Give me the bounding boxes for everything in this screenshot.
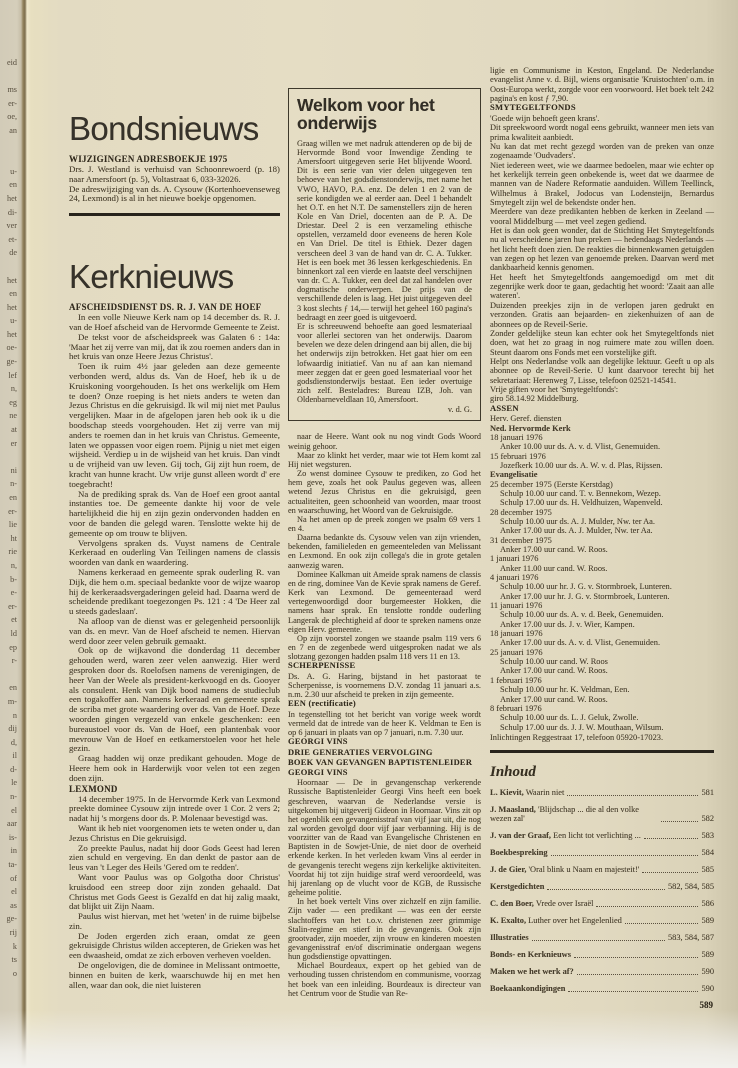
divider-thick bbox=[490, 750, 714, 753]
paragraph: Toen ik ruim 4½ jaar geleden aan deze gemeente verbonden werd, aldus ds. Van de Hoef, heb ik u de Kruiskoning voorgehouden. Is het ons werkelijk om Hem te doen? Onze roeping is het niets anders te weten dan Jezus Christus en die gekruisigd. Ik wil mij niet met Paulus vergelijken. Maar in de afgelopen jaren heb ook ik u die boodschap steeds voorgehouden. Het zij verre van mij anders te roemen dan in het kruis van Christus. Gemeente, laten we oppassen voor eigen roem. Pijnig u niet met eigen wijsheid. Verdiep u in de wijsheid van het kruis. Dan vindt u de vrijheid van uw leven. Gij toch, Gij zijt hun roem, de kracht van hunne kracht. Uw vrije gunst alleen wordt d' ere toegebracht! bbox=[69, 361, 280, 489]
toc-page-number: 589 bbox=[701, 915, 714, 925]
service-line: Herv. Geref. diensten bbox=[490, 414, 562, 424]
toc-title: 'Blijdschap ... die al den volke wezen zal' bbox=[490, 805, 639, 824]
paragraph: Helpt ons Nederlandse volk aan degelijke lektuur. Geeft u op als abonnee op de Reveil-Serie. U kunt daarvoor terecht bij het sekretariaat: Herenweg 7, Lisse, telefoon 02521-14541. bbox=[490, 356, 714, 385]
toc-page-number: 583 bbox=[701, 831, 714, 841]
service-line: 11 januari 1976 bbox=[490, 601, 543, 611]
paragraph: Drs. J. Westland is verhuisd van Schoonrewoerd (p. 18) naar Amersfoort (p. 5), Voltastraat 6, 033-32026. bbox=[69, 164, 280, 184]
smytegeltfonds-paragraphs bbox=[490, 114, 714, 404]
toc-dotted-leader bbox=[532, 940, 665, 941]
paragraph: Na de prediking sprak ds. Van de Hoef een groot aantal instanties toe. De gemeente dankte hij voor de vele hartelijkheid die hij en zijn gezin ondervonden hadden en voor de banden die gelegd waren. Tenslotte wekte hij de gemeente op om trouw te blijven. bbox=[69, 488, 280, 538]
service-line: Inlichtingen Reggestraat 17, telefoon 05920-17023. bbox=[490, 732, 664, 742]
gutter-fragment-text: er- bbox=[8, 98, 17, 108]
toc-entry-text bbox=[490, 984, 565, 993]
gutter-fragment-text: ni bbox=[10, 465, 17, 475]
toc-dotted-leader bbox=[644, 838, 699, 839]
toc-entry bbox=[490, 950, 714, 959]
gutter-fragment-text bbox=[0, 260, 19, 274]
service-line: Schulp 10.00 uur ds. A. J. Mulder, Nw. ter Aa. bbox=[500, 516, 655, 526]
toc-author: Kerstgedichten bbox=[490, 882, 545, 892]
toc-page-number: 582, 584, 585 bbox=[667, 882, 714, 892]
paragraph: Dominee Kalkman uit Ameide sprak namens de classis en de ring, dominee Van de Kevie sprak namens de Geref. Kerk van Lexmond. De gemeenteraad werd vertegenwoordigd door burgemeester Hokken, die namens haar sprak. En tenslotte rondde ouderling Langerak de plechtigheid af door te spreken namens onze eigen Herv. gemeente. bbox=[288, 569, 481, 634]
paragraph: De ongelovigen, die de dominee in Melissant ontmoette, binnen en buiten de kerk, waarschuwde hij en met hen allen, waar dan ook, die niet luisteren bbox=[69, 960, 280, 990]
scan-bottom-fade bbox=[0, 1010, 738, 1068]
toc-dotted-leader bbox=[574, 957, 698, 958]
toc-author: Maken we het werk af? bbox=[490, 966, 574, 976]
gutter-fragment-text: het bbox=[6, 193, 17, 203]
service-line: 1 februari 1976 bbox=[490, 675, 542, 685]
toc-entry bbox=[490, 899, 714, 908]
gutter-fragment-text: er- bbox=[8, 506, 17, 516]
gutter-fragment-text: et bbox=[11, 615, 17, 625]
paragraph: In een volle Nieuwe Kerk nam op 14 december ds. R. J. van de Hoef afscheid van de Hervormde Gemeente te Zeist. bbox=[69, 312, 280, 333]
service-line: Anker 11.00 uur cand. W. Roos. bbox=[500, 563, 608, 573]
paragraph: Want ik heb niet voorgenomen iets te weten onder u, dan Jezus Christus en Die gekruisigd. bbox=[69, 822, 280, 843]
paragraph: In tegenstelling tot het bericht van vorige week wordt vermeld dat de intrede van de heer K. Veldman te Een is op 6 januari in plaats van op 7 januari, n.m. 7.30 uur. bbox=[288, 709, 481, 738]
gutter-fragment-text: en bbox=[9, 493, 17, 502]
gutter-fragment-text: rij bbox=[9, 928, 17, 937]
lexmond-paragraphs bbox=[69, 795, 280, 991]
paragraph: Ook op de wijkavond die donderdag 11 december gehouden werd, waren zeer velen aanwezig. Hier werd gesproken door ds. Roelofsen namens de verenigingen, de heer Van der Weele als president-kerkvoogd en ds. Gooyer als consulent. Henk van Dijk bood namens de studieclub een togakoffer aan. Namens kerkeraad en gemeente sprak de scriba met grote waardering over ds. Van de Hoef. Deze woorden gingen vergezeld van enkele geschenken: een bureaustoel voor ds. Van de Hoef, een plantenbak voor mevrouw Van de Hoef en eetkamerstoelen voor het hele gezin. bbox=[69, 645, 280, 754]
toc-entry-text bbox=[490, 967, 574, 976]
service-line: 18 januari 1976 bbox=[490, 629, 543, 639]
gutter-fragment-text: ge- bbox=[6, 357, 17, 367]
paragraph: De Joden ergerden zich eraan, omdat ze geen gekruisigde Christus wilden accepteren, de Grieken was het een dwaasheid, omdat ze zich erboven verheven voelden. bbox=[69, 930, 280, 961]
toc-entry bbox=[490, 848, 714, 857]
gutter-fragment-text: at bbox=[11, 425, 17, 435]
toc-entry-text bbox=[490, 933, 529, 942]
gutter-fragment-text: oe, bbox=[7, 112, 17, 122]
gutter-fragment-text: oe- bbox=[6, 343, 17, 353]
gutter-fragment-text: il bbox=[12, 751, 17, 761]
toc-entry bbox=[490, 865, 714, 874]
service-line: Schulp 10.00 uur ds. L. J. Geluk, Zwolle. bbox=[500, 713, 639, 723]
gutter-fragment-text: er- bbox=[8, 601, 17, 611]
service-line: Anker 17.00 uur ds. A. v. d. Vlist, Genemuiden. bbox=[500, 638, 661, 648]
paragraph: Na het amen op de preek zongen we psalm 69 vers 1 en 4. bbox=[288, 514, 481, 533]
gutter-fragment-text: ts bbox=[11, 955, 17, 965]
service-line: Anker 17.00 uur ds. A. J. Mulder, Nw. ter Aa. bbox=[500, 526, 653, 536]
gutter-fragment-text: er bbox=[10, 438, 17, 448]
toc-page-number: 590 bbox=[701, 983, 714, 993]
afscheidsdienst-paragraphs bbox=[69, 313, 280, 783]
service-line: Schulp 10.00 uur hr. K. Veldman, Een. bbox=[500, 685, 630, 695]
service-line: Schulp 17.00 uur ds. J. J. W. Mouthaan, Wilsum. bbox=[500, 722, 664, 732]
service-line: 25 december 1975 (Eerste Kerstdag) bbox=[490, 479, 613, 489]
service-line: Anker 17.00 uur cand. W. Roos. bbox=[500, 666, 608, 676]
toc-entry-text bbox=[490, 805, 658, 824]
gutter-fragment-text: el bbox=[11, 887, 17, 897]
paragraph: Niet iedereen weet, wie we daarmee bedoelen, maar wie echter op het kerkelijk terrein geen onbekende is, weet dat we daarmee de mannen van de Nadere Reformatie aanduiden. Willem Teellinck, Wilhelmus à Brakel, Jodocus van Lodensteijn, Bernardus Smytegelt zijn wel de bekendste onder hen. bbox=[490, 160, 714, 208]
toc-author: K. Exalto, bbox=[490, 915, 527, 925]
service-line: 4 januari 1976 bbox=[490, 573, 539, 583]
toc-entry-text bbox=[490, 865, 639, 874]
toc-dotted-leader bbox=[567, 795, 698, 796]
gutter-fragment-text: n bbox=[12, 710, 17, 720]
toc-title: Luther over het Engelenlied bbox=[528, 915, 622, 925]
toc-author: Illustraties bbox=[490, 932, 529, 942]
heading-drie-generaties-vervolging: DRIE GENERATIES VERVOLGING bbox=[288, 746, 433, 757]
gutter-fragment-text: n, bbox=[10, 384, 17, 394]
gutter-fragments bbox=[0, 56, 19, 980]
gutter-fragment-text: d- bbox=[10, 764, 17, 774]
toc-dotted-leader bbox=[642, 872, 698, 873]
toc-title: Waarin niet bbox=[525, 788, 565, 798]
gutter-fragment-text bbox=[0, 138, 19, 152]
toc-author: Bonds- en Kerknieuws bbox=[490, 949, 571, 959]
gutter-fragment-text: en bbox=[9, 289, 17, 299]
toc-entry bbox=[490, 831, 714, 840]
gutter-fragment-text: het bbox=[6, 302, 17, 312]
gutter-fragment-text bbox=[0, 70, 19, 84]
toc-dotted-leader bbox=[596, 906, 698, 907]
gutter-fragment-text: aar bbox=[7, 819, 17, 829]
gutter-fragment-text: as bbox=[10, 900, 17, 910]
gutter-fragment-text: het bbox=[6, 329, 17, 339]
service-line: Schulp 10.00 uur cand. T. v. Bennekom, Wezep. bbox=[500, 488, 661, 498]
heading-een-rectificatie: EEN (rectificatie) bbox=[288, 698, 356, 709]
toc-entry-text bbox=[490, 916, 622, 925]
gutter-fragment-text: is- bbox=[8, 832, 17, 842]
gutter-fragment-text: ms bbox=[7, 85, 17, 95]
paragraph: Zo wenst dominee Cysouw te prediken, zo God het hem geve, zoals het ook Paulus gegeven was, alleen wetend Jezus Christus en die gekruisigd, geen actualiteiten, geen schoonheid van woorden, maar troost en waarschuwing, het Woord van de Gekruisigde. bbox=[288, 469, 481, 515]
service-line: 18 januari 1976 bbox=[490, 432, 543, 442]
gutter-fragment-text: u- bbox=[10, 316, 17, 326]
toc-dotted-leader bbox=[661, 821, 698, 822]
paragraph: Zonder geldelijke steun kan echter ook het Smytegeltfonds niet doen, wat het zo graag in nog ruimere mate zou willen doen. Steunt daarom ons Fonds met een vorstelijke gift. bbox=[490, 328, 714, 357]
gutter-fragment-text: b- bbox=[10, 574, 17, 584]
paragraph: Vrije giften voor het 'Smytegeltfonds': bbox=[490, 384, 619, 394]
paragraph: Er is schreeuwend behoefte aan goed lesmateriaal voor allerlei sectoren van het onderwijs. Daarom bevelen we deze delen dringend aan bij allen, die bij het onderwijs zijn betrokken. Het gaat hier om een lofwaardig initiatief. Van nu af aan kan niemand meer zeggen dat er geen goed lesmateriaal voor het godsdienstonderwijs bestaat. Een ieder overtuige zich zelf. Besteladres: Bureau IZB, Joh. van Oldenbarneveldlaan 10, Amersfoort. bbox=[297, 321, 472, 405]
paragraph: Het heeft het Smytegeltfonds aangemoedigd om met dit zegenrijke werk door te gaan, gedachtig het woord: 'Zaait aan alle wateren'. bbox=[490, 272, 714, 301]
paragraph: Zo preekte Paulus, nadat hij door Gods Geest had leren zien schuld en vergeving. En dan denkt de pastor aan de leus van 't Leger des Heils 'Gered om te redden'. bbox=[69, 842, 280, 873]
toc-title: Een licht tot verlichting ... bbox=[553, 831, 641, 841]
paragraph: Meerdere van deze predikanten hebben de kerken in Zeeland — vooral Middelburg — met veel zegen gediend. bbox=[490, 207, 714, 226]
gutter-fragment-text: d, bbox=[10, 737, 17, 747]
toc-entry bbox=[490, 984, 714, 993]
paragraph: giro 58.14.92 Middelburg. bbox=[490, 394, 579, 404]
toc-page-number: 584 bbox=[701, 848, 714, 858]
service-line: Anker 17.00 uur hr. J. G. v. Stormbroek, Lunteren. bbox=[500, 591, 670, 601]
toc-entry-text bbox=[490, 950, 571, 959]
gutter-fragment-text bbox=[0, 151, 19, 165]
gutter-fragment-text: in bbox=[10, 846, 17, 856]
paragraph: Maar zo klinkt het verder, maar wie tot Hem komt zal Hij niet wegsturen. bbox=[288, 450, 481, 469]
toc-page-number: 583, 584, 587 bbox=[667, 932, 714, 942]
gutter-fragment-text: le bbox=[11, 778, 17, 788]
heading-lexmond: LEXMOND bbox=[69, 783, 118, 794]
toc-entry-text bbox=[490, 831, 641, 840]
assen-service-list bbox=[490, 414, 714, 742]
welkom-box-paragraphs bbox=[297, 139, 472, 405]
gutter-fragment-text: an bbox=[9, 125, 17, 135]
gutter-fragment-text: dij bbox=[8, 724, 17, 734]
gutter-fragment-text: ne bbox=[9, 411, 17, 421]
toc-author: Boekaankondigingen bbox=[490, 983, 566, 993]
gutter-fragment-text bbox=[0, 668, 19, 682]
toc-dotted-leader bbox=[577, 974, 699, 975]
service-line: Schulp 10.00 uur cand. W. Roos bbox=[500, 657, 608, 667]
paragraph: Graag willen we met nadruk attenderen op de bij de Hervormde Bond voor Inwendige Zending te Amersfoort uitgegeven serie Het blijvende Woord. Dit is een serie van vier delen uitgegeven ten behoeve van het godsdienstonderwijs, met name het VWO, HAVO, P.A. enz. De delen 1 en 2 van de serie kondigden we al eerder aan. Deel 1 behandelt het O.T. en het N.T. De samenstellers zijn de heren Kole en Van Driel, docenten aan de P. A. De Driestar. Deel 2 is een verzameling ethische opstellen, verzameld door eveneens de heren Kole en Van Driel. De titel is Ethiek. Dezer dagen verscheen deel 3 van de hand van dr. C. A. Tukker. Het is een boek met 36 lessen kerkgeschiedenis. En binnenkort zal een vierde en laatste deel verschijnen van dr. C. A. Tukker, een deel dat zal handelen over dogmatische onderwerpen. De prijs van de verschillende delen is laag. Het juist uitgegeven deel 3 kost slechts ƒ 14,— terwijl het geheel 160 pagina's bedraagt en zeer goed is uitgevoerd. bbox=[297, 138, 472, 322]
gutter-fragment-text: n- bbox=[10, 792, 17, 802]
gutter-fragment-text: en bbox=[9, 683, 17, 693]
toc-page-number: 589 bbox=[701, 949, 714, 959]
gutter-fragment-text: r- bbox=[11, 656, 17, 666]
paragraph: Het is dan ook geen wonder, dat de Stichting Het Smytegeltfonds nu al verscheidene jaren hun preken — hedendaags Nederlands — het licht heeft doen zien. De reakties die binnenkwamen getuigden van zegen op het lezen van genoemde preken. Daarvan werd met dankbaarheid kennis genomen. bbox=[490, 226, 714, 273]
paragraph: Want voor Paulus was op Golgotha door Christus' kruisdood een streep door zijn zonden gehaald. Dat Christus met Gods Geest is Gezalfd en dat hij zalig maakt, dat blijkt uit Zijn Naam. bbox=[69, 871, 280, 912]
service-line: Anker 17.00 uur cand. W. Roos. bbox=[500, 694, 608, 704]
toc-dotted-leader bbox=[625, 923, 699, 924]
paragraph: Namens kerkeraad en gemeente sprak ouderling R. van Dijk, die hem o.m. speciaal bedankte voor de wijze waarop hij de kerkeraadsvergaderingen geleid had. Daarna werd de scheidende predikant toegezongen Ps. 121 : 4 'De Heer zal u steeds gadeslaan'. bbox=[69, 566, 280, 617]
gutter-fragment-text: de bbox=[9, 248, 17, 258]
service-line: 1 januari 1976 bbox=[490, 554, 539, 564]
toc-entry bbox=[490, 788, 714, 797]
toc-author: Boekbespreking bbox=[490, 848, 548, 858]
paragraph: Na afloop van de dienst was er gelegenheid persoonlijk van ds. en mevr. Van de Hoef afscheid te nemen. Hiervan werd door zeer velen gebruik gemaakt. bbox=[69, 615, 280, 646]
service-line: 31 december 1975 bbox=[490, 535, 552, 545]
paragraph: Paulus wist hiervan, met het 'weten' in de ruime bijbelse zin. bbox=[69, 911, 280, 931]
page-number: 589 bbox=[699, 1000, 713, 1011]
paragraph: Hoornaar — De in gevangenschap verkerende Russische Baptistenleider Georgi Vins heeft een boek geschreven, waarvan de Nederlandse versie is uitgekomen bij uitgeverij Gideon in Hoornaar. Vins zit op het ogenblik een gevangenisstraf van vijf jaar uit, die nog zal worden gevolgd door vijf jaar verbanning. Hij is de voorzitter van de Raad van Evangelische Christenen en Baptisten in de Sowjet-Unie, de niet door de overheid erkende kerken. In het verleden kwam Vins al eerder in de gevangenis terecht wegens zijn kerkelijke aktiviteiten. Voordat hij tot zijn huidige straf werd veroordeeld, was hij jarenlang op de vlucht voor de KGB, de Russische geheime politie. bbox=[288, 778, 481, 898]
service-line: Anker 17.00 uur ds. J. v. Wier, Kampen. bbox=[500, 619, 635, 629]
toc-page-number: 582 bbox=[701, 814, 714, 824]
table-of-contents bbox=[490, 788, 714, 993]
toc-page-number: 581 bbox=[701, 788, 714, 798]
toc-title: 'Oral blink u Naam en majesteit!' bbox=[528, 865, 640, 875]
service-line: 28 december 1975 bbox=[490, 507, 552, 517]
service-line: Ned. Hervormde Kerk bbox=[490, 423, 571, 433]
service-line: 25 januari 1976 bbox=[490, 647, 543, 657]
gutter-fragment-text: en bbox=[9, 180, 17, 190]
service-line: Schulp 10.00 uur hr. J. G. v. Stormbroek, Lunteren. bbox=[500, 582, 672, 592]
gutter-fragment-text: eg bbox=[9, 397, 17, 407]
paragraph: Daarna bedankte ds. Cysouw velen van zijn vrienden, bekenden, familieleden en gemeenteleden van Melissant en Lexmond. En ook zijn collega's die in grote getalen aanwezig waren. bbox=[288, 533, 481, 570]
gutter-fragment-text: m- bbox=[7, 696, 17, 706]
heading-assen: ASSEN bbox=[490, 402, 519, 413]
gutter-fragment-text: ge- bbox=[6, 914, 17, 924]
gutter-fragment-text: k bbox=[12, 941, 17, 951]
paragraph: Duizenden preekjes zijn in de verlopen jaren gedrukt en verzonden. Gratis aan bejaarden- en ziekenhuizen of aan de abonnees op de Reveil-Serie. bbox=[490, 300, 714, 329]
paragraph: ligie en Communisme in Keston, Engeland. De Nederlandse evangelist Anne v. d. Bijl, wiens organisatie 'Kruistochten' o.m. in Oost-Europa werkt, zorgde voor een voorwoord. Het boek telt 242 pagina's en kost ƒ 7,90. bbox=[490, 66, 714, 104]
gutter-fragment-text: el bbox=[11, 805, 17, 815]
toc-dotted-leader bbox=[547, 889, 665, 890]
paragraph: Vervolgens spraken ds. Vuyst namens de Centrale Kerkeraad en ouderling Van Teilingen namens de classis woorden van dank en waardering. bbox=[69, 537, 280, 568]
gutter-fragment-text: n, bbox=[10, 560, 17, 570]
heading-smytegeltfonds: SMYTEGELTFONDS bbox=[490, 102, 576, 113]
service-line: 8 februari 1976 bbox=[490, 703, 542, 713]
welkom-box bbox=[288, 88, 481, 421]
gutter-fragment-text: u- bbox=[10, 166, 17, 176]
heading-afscheidsdienst: AFSCHEIDSDIENST DS. R. J. VAN DE HOEF bbox=[69, 302, 262, 313]
service-line: Evangelisatie bbox=[490, 470, 538, 480]
toc-entry-text bbox=[490, 882, 544, 891]
paragraph: Ds. A. G. Haring, bijstand in het pastoraat te Scherpenisse, is voornemens D.V. zondag 11 januari a.s. n.m. 2.30 uur afscheid te preken in zijn gemeente. bbox=[288, 671, 481, 700]
toc-author: J. Maasland, bbox=[490, 805, 536, 814]
heading-georgi-vins: GEORGI VINS bbox=[288, 736, 348, 747]
box-title-welkom-onderwijs: Welkom voor het onderwijs bbox=[297, 95, 435, 134]
gutter-fragment-text bbox=[0, 450, 19, 464]
gutter-fragment-text: of bbox=[10, 873, 17, 883]
georgi-vins-paragraphs bbox=[288, 778, 481, 998]
toc-author: C. den Boer, bbox=[490, 899, 534, 909]
lexmond-continued-paragraphs bbox=[288, 432, 481, 661]
section-title-bondsnieuws: Bondsnieuws bbox=[69, 110, 259, 147]
service-line: Schulp 10.00 uur ds. A. v. d. Beek, Genemuiden. bbox=[500, 610, 664, 620]
toc-dotted-leader bbox=[568, 991, 698, 992]
gutter-fragment-text: het bbox=[6, 275, 17, 285]
paragraph: Graag hadden wij onze predikant gehouden. Moge de Heere hem ook in Harderwijk voor velen tot een zegen doen zijn. bbox=[69, 753, 280, 783]
toc-entry-text bbox=[490, 788, 564, 797]
paragraph: Nu kan dat met recht gezegd worden van de preken van onze zogenaamde 'Oudvaders'. bbox=[490, 141, 714, 161]
column-left bbox=[69, 112, 280, 990]
gutter-fragment-text: e- bbox=[10, 588, 17, 598]
wijzigingen-paragraphs bbox=[69, 165, 280, 204]
section-title-kerknieuws: Kerknieuws bbox=[69, 258, 234, 296]
toc-author: J. van der Graaf, bbox=[490, 831, 552, 841]
inhoud-title: Inhoud bbox=[490, 763, 536, 780]
paragraph: naar de Heere. Want ook nu nog vindt Gods Woord weinig gehoor. bbox=[288, 432, 481, 451]
gutter-fragment-text: n- bbox=[10, 479, 17, 489]
toc-entry bbox=[490, 882, 714, 891]
gutter-fragment-text: et- bbox=[8, 234, 17, 244]
toc-entry bbox=[490, 805, 714, 824]
service-line: 15 februari 1976 bbox=[490, 451, 546, 461]
toc-author: J. de Gier, bbox=[490, 865, 527, 875]
toc-page-number: 586 bbox=[701, 899, 714, 909]
gutter-fragment-text: ta- bbox=[8, 860, 17, 870]
gutter-fragment-text: rie bbox=[8, 547, 17, 557]
toc-entry-text bbox=[490, 848, 548, 857]
column-middle bbox=[288, 88, 481, 998]
service-line: Anker 17.00 uur cand. W. Roos. bbox=[500, 545, 608, 554]
heading-wijzigingen-adresboekje: WIJZIGINGEN ADRESBOEKJE 1975 bbox=[69, 154, 228, 164]
heading-scherpenisse: SCHERPENISSE bbox=[288, 660, 356, 671]
paragraph: In het boek vertelt Vins over zichzelf en zijn familie. Zijn vader — een predikant — was een der eerste slachtoffers van het t.o.v. christenen zeer grimmige Stalin-regime en stierf in de gevangenis. Ook zijn grootvader, zijn moeder, zijn vrouw en kinderen moesten gevangenisstraf en/of discriminatie ondergaan wegens hun godsdienstige opvattingen. bbox=[288, 897, 481, 962]
toc-entry bbox=[490, 967, 714, 976]
gutter-fragment-text: lef bbox=[8, 370, 17, 380]
gutter-fragment-text: ld bbox=[10, 628, 17, 638]
toc-entry bbox=[490, 916, 714, 925]
toc-entry-text bbox=[490, 899, 593, 908]
paragraph: 'Goede wijn behoeft geen krans'. bbox=[490, 113, 600, 123]
gutter-fragment-text: ht bbox=[10, 533, 17, 543]
gutter-fragment-text: eid bbox=[6, 58, 17, 67]
toc-title: Vrede over Israël bbox=[535, 899, 594, 909]
paragraph: De adreswijziging van ds. A. Cysouw (Kortenhoevenseweg 24, Lexmond) is al in het nieuwe boekje opgenomen. bbox=[69, 183, 280, 204]
paragraph: De tekst voor de afscheidspreek was Galaten 6 : 14a: 'Maar het zij verre van mij, dat ik zou roemen anders dan in het kruis van onze Heere Jezus Christus'. bbox=[69, 331, 280, 362]
toc-dotted-leader bbox=[551, 855, 699, 856]
column-right bbox=[490, 66, 714, 1010]
toc-page-number: 590 bbox=[701, 966, 714, 976]
paragraph: Op zijn voorstel zongen we staande psalm 119 vers 6 en 7 en de zegenbede werd uitgesproken nadat we als slotzang gezongen hadden psalm 118 vers 11 en 13. bbox=[288, 633, 481, 662]
heading-boek-baptistenleider: BOEK VAN GEVANGEN BAPTISTENLEIDER GEORGI VINS bbox=[288, 757, 473, 777]
paragraph: Michael Bourdeaux, expert op het gebied van de verhouding tussen christendom en communisme, voorzag het boek van een inleiding. Bourdeaux is directeur van het Centrum voor de Studie van Re- bbox=[288, 961, 481, 998]
page-gutter bbox=[0, 56, 19, 1068]
gutter-fragment-text: ver bbox=[6, 221, 17, 231]
paragraph: 14 december 1975. In de Hervormde Kerk van Lexmond preekte dominee Cysouw zijn intrede over 1 Cor. 2 vers 2; nadat hij 's morgens door ds. P. Molenaar bevestigd was. bbox=[69, 793, 280, 824]
box-signature: v. d. G. bbox=[447, 405, 472, 415]
service-line: Jozefkerk 10.00 uur ds. A. W. v. d. Plas, Rijssen. bbox=[500, 460, 663, 470]
paragraph: Dit spreekwoord wordt nogal eens gebruikt, wanneer men iets van prima kwaliteit aanbiedt. bbox=[490, 123, 714, 142]
gutter-fragment-text: lie bbox=[8, 520, 17, 530]
gutter-fragment-text: ep bbox=[9, 642, 17, 652]
gutter-fragment-text: o bbox=[12, 968, 17, 978]
gutter-fragment-text: di- bbox=[7, 207, 17, 217]
service-line: Schulp 17.00 uur ds. H. Veldhuizen, Wapenveld. bbox=[500, 498, 663, 508]
spacer bbox=[69, 216, 280, 260]
toc-author: L. Kievit, bbox=[490, 788, 524, 798]
toc-page-number: 585 bbox=[701, 865, 714, 875]
service-line: Anker 10.00 uur ds. A. v. d. Vlist, Genemuiden. bbox=[500, 442, 661, 452]
toc-entry bbox=[490, 933, 714, 942]
